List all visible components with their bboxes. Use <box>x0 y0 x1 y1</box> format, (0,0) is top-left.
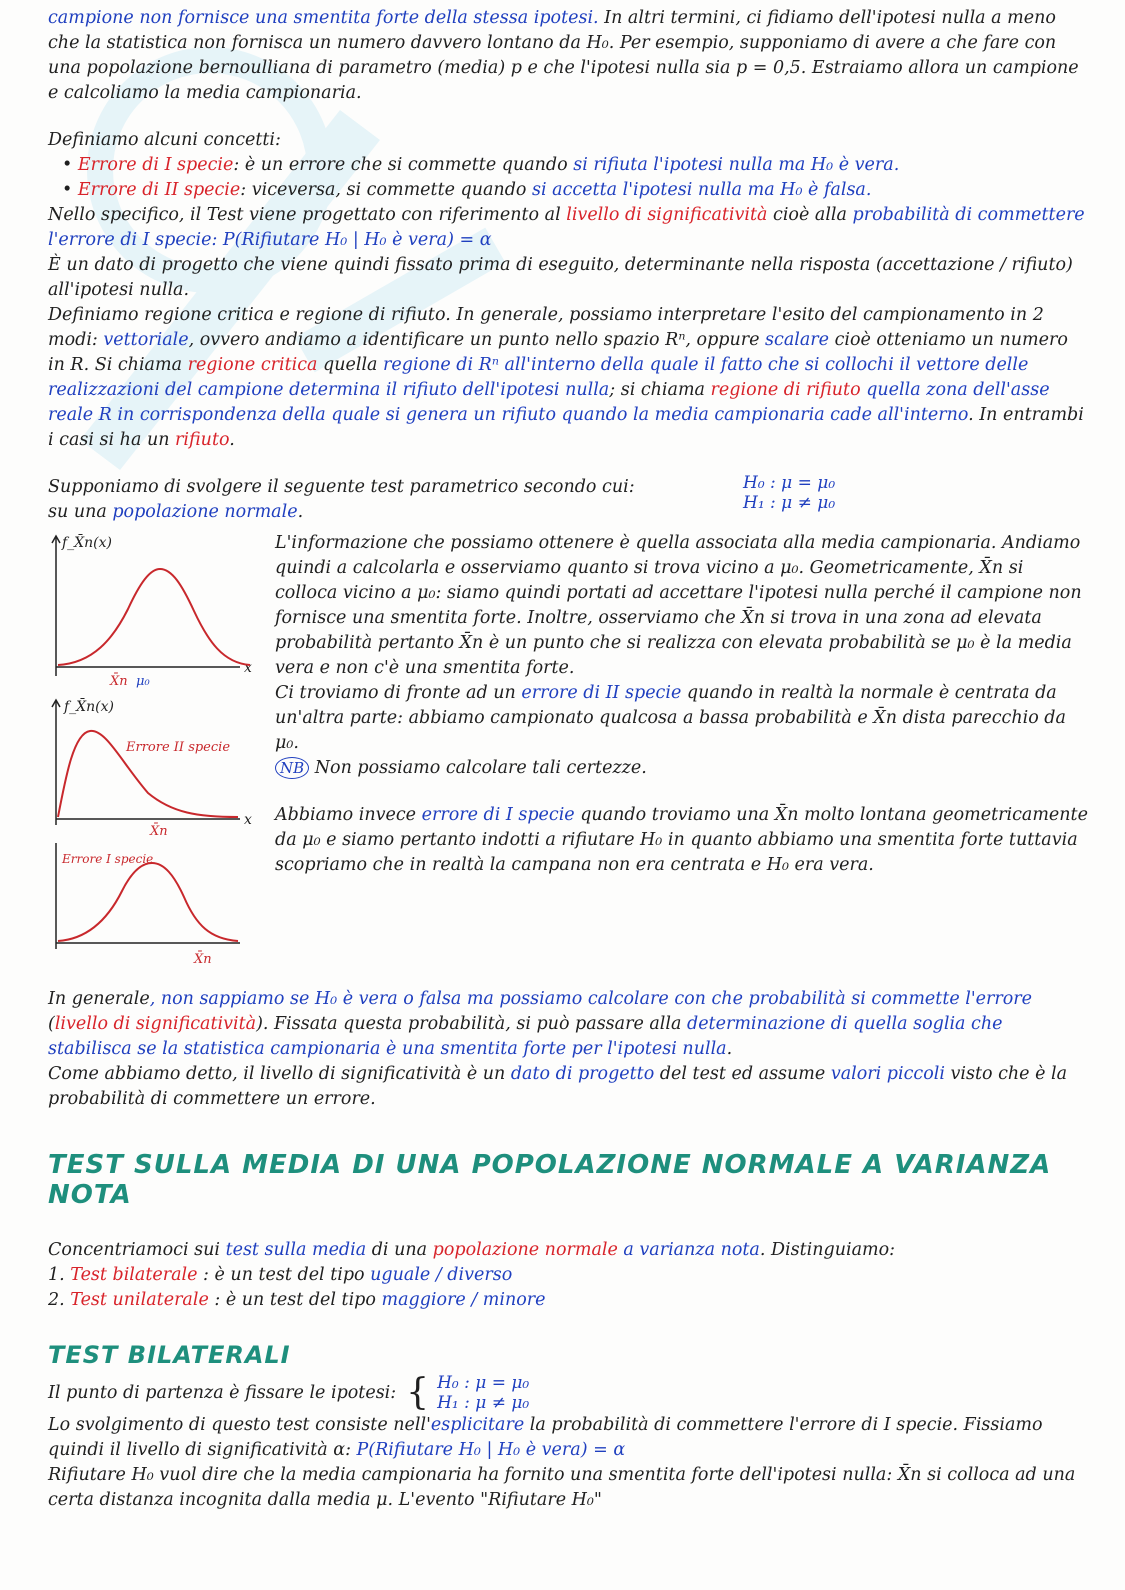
y-axis-label: f_X̄n(x) <box>62 535 112 551</box>
graphs-column <box>48 531 263 973</box>
text-span: Test unilaterale <box>70 1290 209 1310</box>
text-span: regione di Rⁿ <box>383 355 499 375</box>
paragraph-significance <box>48 203 1088 303</box>
graphs-row <box>48 531 1088 973</box>
error-1-annotation: Errore I specie <box>62 852 154 866</box>
errors-list <box>48 153 1088 203</box>
text-span: campione non fornisce una smentita forte della stessa ipotesi. <box>48 8 599 28</box>
text-span: dato di progetto <box>510 1064 655 1084</box>
text-span: cioè otteniamo un numero in R. Si chiama <box>48 330 1068 375</box>
text-span: , non sappiamo se H₀ è vera o falsa ma possiamo calcolare con che probabilità si commette l'errore <box>149 989 1033 1009</box>
text-span: quella zona dell'asse reale R in corrispondenza della quale si genera un rifiuto quando la media campionaria cade all'interno <box>48 380 1050 425</box>
text-span: all'interno della quale il fatto che si collochi il vettore delle realizzazioni del campione determina il rifiuto dell'ipotesi nulla <box>48 355 1029 400</box>
text-span: Lo svolgimento di questo test consiste nell' <box>48 1415 431 1435</box>
text-span: determinazione di quella soglia che stabilisca se la statistica campionaria è una smentita forte per l'ipotesi nulla <box>48 1014 1003 1059</box>
text-span: errore di I specie <box>421 805 575 825</box>
text-span: . <box>229 430 235 450</box>
density-graph-3 <box>48 839 263 969</box>
text-span: Come abbiamo detto, il livello di significatività è un <box>48 1064 511 1084</box>
hypothesis-h1: H₁ : μ ≠ μ₀ <box>437 1393 530 1413</box>
section-title: TEST SULLA MEDIA DI UNA POPOLAZIONE NORMALE A VARIANZA NOTA <box>48 1150 1052 1210</box>
test-setup <box>48 475 1088 525</box>
text-span: del test ed assume <box>654 1064 831 1084</box>
hypotheses-row <box>48 1373 1088 1413</box>
text-span: esplicitare <box>430 1415 525 1435</box>
xbar-label: X̄n <box>110 674 128 689</box>
text-span: a varianza nota <box>617 1240 760 1260</box>
text-span: ; si chiama <box>609 380 711 400</box>
text-span: regione critica <box>187 355 318 375</box>
text-span: ). Fissata questa probabilità, si può passare alla <box>256 1014 687 1034</box>
list-item <box>62 178 1088 203</box>
density-graph-2 <box>48 695 263 835</box>
x-axis-label: x <box>244 812 252 828</box>
explanation-error-1 <box>275 803 1088 878</box>
text-span: vettoriale <box>103 330 189 350</box>
list-item <box>62 153 1088 178</box>
text-span: probabilità di commettere l'errore di I specie <box>48 205 1085 250</box>
text-span: È un dato di progetto che viene quindi fissato prima di eseguito, determinante nella risposta (accettazione / rifiuto) all'ipotesi nulla. <box>48 255 1073 300</box>
text-span: di una <box>366 1240 433 1260</box>
text-span: Non possiamo calcolare tali certezze. <box>309 758 647 778</box>
text-span: : viceversa, si commette quando <box>240 180 532 200</box>
text-span: popolazione normale <box>112 502 298 522</box>
text-span: rifiuto <box>175 430 230 450</box>
x-axis-label: x <box>244 660 252 676</box>
probability-formula: : P(Rifiutare H₀ | H₀ è vera) = α <box>211 230 492 250</box>
text-span: . In entrambi i casi si ha un <box>48 405 1084 450</box>
text-span: Supponiamo di svolgere il seguente test parametrico secondo cui: <box>48 477 635 497</box>
text-span: 1. <box>48 1265 71 1285</box>
paragraph-critical-region <box>48 303 1088 453</box>
graphs-explanation <box>275 531 1088 973</box>
hypothesis-h0: H₀ : μ = μ₀ <box>743 473 836 493</box>
text-span: Nello specifico, il Test viene progettato con riferimento al <box>48 205 567 225</box>
notes-page <box>48 6 1088 1513</box>
text-span: livello di significatività <box>566 205 768 225</box>
text-span: ( <box>48 1014 55 1034</box>
text-span: valori piccoli <box>830 1064 945 1084</box>
text-span: Test bilaterale <box>70 1265 198 1285</box>
paragraph-focus <box>48 1238 1088 1263</box>
error-2-annotation: Errore II specie <box>126 740 231 755</box>
paragraph-intro <box>48 6 1088 106</box>
text-span: regione critica <box>144 305 274 325</box>
text-span: : è un test del tipo <box>197 1265 371 1285</box>
text-span: Concentriamoci sui <box>48 1240 226 1260</box>
text-span: scalare <box>765 330 830 350</box>
text-span: quando troviamo una X̄n molto lontana geometricamente da μ₀ e siamo pertanto indotti a rifiutare H₀ in quanto abbiamo una smentita forte tuttavia scopriamo che in realtà la campana non era centrata e H₀ era vera. <box>275 805 1088 875</box>
explanation-acceptance: L'informazione che possiamo ottenere è quella associata alla media campionaria. Andiamo quindi a calcolarla e osserviamo quanto si trova vicino a μ₀. Geometricamente, X̄n si colloca vicino a μ₀: siamo quindi portati ad accettare l'ipotesi nulla perché il campione non fornisce una smentita forte. Inoltre, osserviamo che X̄n si trova in una zona ad elevata probabilità pertanto X̄n è un punto che si realizza con elevata probabilità se μ₀ è la media vera e non c'è una smentita forte. <box>275 533 1082 678</box>
paragraph-in-general <box>48 987 1088 1112</box>
text-span: regione di rifiuto <box>710 380 861 400</box>
error-type-1-label: Errore di I specie <box>77 155 234 175</box>
text-span: quella <box>317 355 384 375</box>
text-span: maggiore / minore <box>381 1290 546 1310</box>
xbar-label: X̄n <box>194 952 212 967</box>
text-span: , ovvero andiamo a identificare un punto nello spazio Rⁿ, oppure <box>188 330 766 350</box>
subsection-title: TEST BILATERALI <box>48 1341 291 1369</box>
text-span: e regione di rifiuto. In generale, possiamo interpretare l'esito del campionamento in 2 modi: <box>48 305 1044 350</box>
mu0-label: μ₀ <box>136 674 150 689</box>
hypotheses-block <box>743 473 835 513</box>
test-setup-text <box>48 475 1088 525</box>
definitions-section <box>48 128 1088 453</box>
text-span: cioè alla <box>767 205 853 225</box>
text-span: Il punto di partenza è fissare le ipotesi: <box>48 1382 397 1403</box>
text-span: . Distinguiamo: <box>759 1240 896 1260</box>
text-span: visto che è la probabilità di commettere un errore. <box>48 1064 1068 1109</box>
text-span: . <box>726 1039 733 1059</box>
text-span: livello di significatività <box>54 1014 257 1034</box>
text-span: test sulla media <box>225 1240 367 1260</box>
text-span: su una <box>48 502 113 522</box>
probability-formula: P(Rifiutare H₀ | H₀ è vera) = α <box>356 1440 626 1460</box>
text-span: popolazione normale <box>432 1240 618 1260</box>
text-span: Rifiutare H₀ vuol dire che la media campionaria ha fornito una smentita forte dell'ipotesi nulla: X̄n si colloca ad una certa distanza incognita dalla media μ. L'evento "Rifiutare H₀" <box>48 1465 1076 1510</box>
y-axis-label: f_X̄n(x) <box>64 699 114 715</box>
text-span: . <box>297 502 304 522</box>
text-span: Ci troviamo di fronte ad un <box>275 683 522 703</box>
density-graph-1 <box>48 531 263 691</box>
hypotheses-block <box>437 1373 529 1413</box>
brace-icon: { <box>406 1372 430 1413</box>
hypothesis-h0: H₀ : μ = μ₀ <box>437 1373 530 1393</box>
error-type-2-label: Errore di II specie <box>77 180 241 200</box>
text-span: 2. <box>48 1290 71 1310</box>
text-span: uguale / diverso <box>370 1265 513 1285</box>
text-span: : è un test del tipo <box>208 1290 382 1310</box>
hypothesis-h1: H₁ : μ ≠ μ₀ <box>743 493 836 513</box>
text-span: . Fissiamo quindi il livello di significatività α: <box>48 1415 1043 1460</box>
normal-curve <box>58 863 238 941</box>
text-span: Definiamo <box>48 305 145 325</box>
xbar-label: X̄n <box>150 824 168 835</box>
explanation-error-2 <box>275 681 1088 756</box>
test-types-list <box>48 1263 1088 1313</box>
text-span: errore di II specie <box>521 683 682 703</box>
text-span: In altri termini, ci fidiamo dell'ipotesi nulla a meno che la statistica non fornisca un numero davvero lontano da H₀. Per esempio, supponiamo di avere a che fare con una popolazione bernoulliana di parametro (media) p e che l'ipotesi nulla sia p = 0,5. Estraiamo allora un campione e calcoliamo la media campionaria. <box>48 8 1079 103</box>
text-span: In generale <box>48 989 150 1009</box>
normal-curve <box>58 569 250 665</box>
text-span: quando in realtà la normale è centrata da un'altra parte: abbiamo campionato qualcosa a bassa probabilità e X̄n dista parecchio da μ₀. <box>275 683 1066 753</box>
text-span: Abbiamo invece <box>275 805 422 825</box>
nb-badge: NB <box>275 757 309 779</box>
text-span: si accetta l'ipotesi nulla ma H₀ è falsa. <box>532 180 872 200</box>
text-span: : è un errore che si commette quando <box>233 155 574 175</box>
definitions-intro: Definiamo alcuni concetti: <box>48 130 281 150</box>
text-span: la probabilità di commettere l'errore di I specie <box>524 1415 953 1435</box>
paragraph-bilateral <box>48 1373 1088 1513</box>
nb-note <box>275 756 1088 781</box>
text-block <box>48 1413 1088 1513</box>
text-span: si rifiuta l'ipotesi nulla ma H₀ è vera. <box>573 155 900 175</box>
